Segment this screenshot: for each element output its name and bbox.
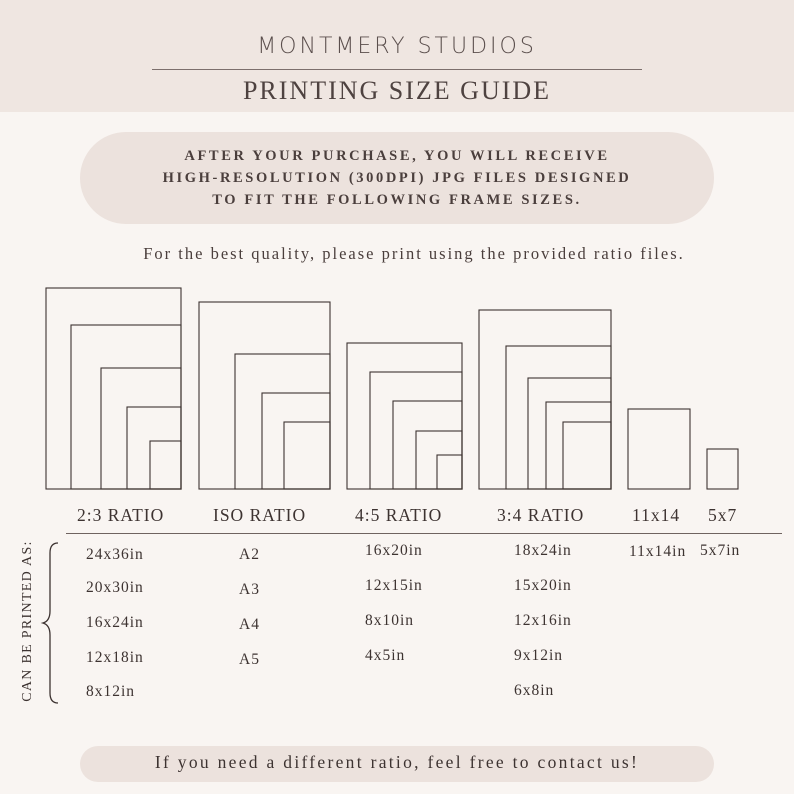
frame-a4 [262,393,330,489]
frame-12x16 [528,378,611,489]
size-8x10in: 8x10in [365,612,415,629]
size-16x24in: 16x24in [86,614,144,631]
size-18x24in: 18x24in [514,542,572,559]
frame-8x12 [150,441,181,489]
frame-5x7 [707,449,738,489]
intro-line-1: AFTER YOUR PURCHASE, YOU WILL RECEIVE [184,148,610,164]
size-a3: A3 [239,581,260,598]
frame-12x18 [127,407,181,489]
size-8x12in: 8x12in [86,683,136,700]
size-4x5in: 4x5in [365,647,406,664]
brand-name: MONTMERY STUDIOS [257,34,537,59]
frame-a2 [199,302,330,489]
frames-iso-ratio [199,302,330,489]
contact-note: If you need a different ratio, feel free to contact us! [154,752,640,772]
size-15x20in: 15x20in [514,577,572,594]
frame-11x14 [628,409,690,489]
size-a2: A2 [239,546,260,563]
size-11x14in: 11x14in [629,543,687,560]
size-5x7in: 5x7in [700,542,741,559]
size-6x8in: 6x8in [514,682,555,699]
frame-18x24 [479,310,611,489]
intro-line-3: TO FIT THE FOLLOWING FRAME SIZES. [212,192,582,208]
size-24x36in: 24x36in [86,546,144,563]
frame-a5 [284,422,330,489]
label-5x7: 5x7 [708,505,738,525]
frame-24x36 [46,288,181,489]
frame-16x24 [101,368,181,489]
label-iso-ratio: ISO RATIO [213,505,307,525]
side-label-text: CAN BE PRINTED AS: [20,540,35,702]
label-11x14: 11x14 [632,505,681,525]
size-9x12in: 9x12in [514,647,564,664]
frame-16x20 [347,343,462,489]
label-2-3-ratio: 2:3 RATIO [77,505,165,525]
size-12x18in: 12x18in [86,649,144,666]
frames-3-4-ratio [479,310,611,489]
size-12x16in: 12x16in [514,612,572,629]
frame-4x5 [416,431,462,489]
frames-4-5-ratio [347,343,462,489]
size-20x30in: 20x30in [86,579,144,596]
frame-15x20 [506,346,611,489]
quality-note: For the best quality, please print using the provided ratio files. [143,244,685,263]
size-a5: A5 [239,651,260,668]
size-16x20in: 16x20in [365,542,423,559]
frame-6x8 [563,422,611,489]
frame-8x10 [393,401,462,489]
intro-line-2: HIGH-RESOLUTION (300DPI) JPG FILES DESIGNED [162,170,632,186]
frame-9x12 [546,402,611,489]
label-3-4-ratio: 3:4 RATIO [497,505,585,525]
frames-2-3-ratio [46,288,181,489]
brace-icon [40,541,60,705]
size-a4: A4 [239,616,260,633]
label-4-5-ratio: 4:5 RATIO [355,505,443,525]
frame-inner-small [437,455,462,489]
labels-divider [66,533,782,534]
page-title: PRINTING SIZE GUIDE [242,76,552,105]
size-12x15in: 12x15in [365,577,423,594]
